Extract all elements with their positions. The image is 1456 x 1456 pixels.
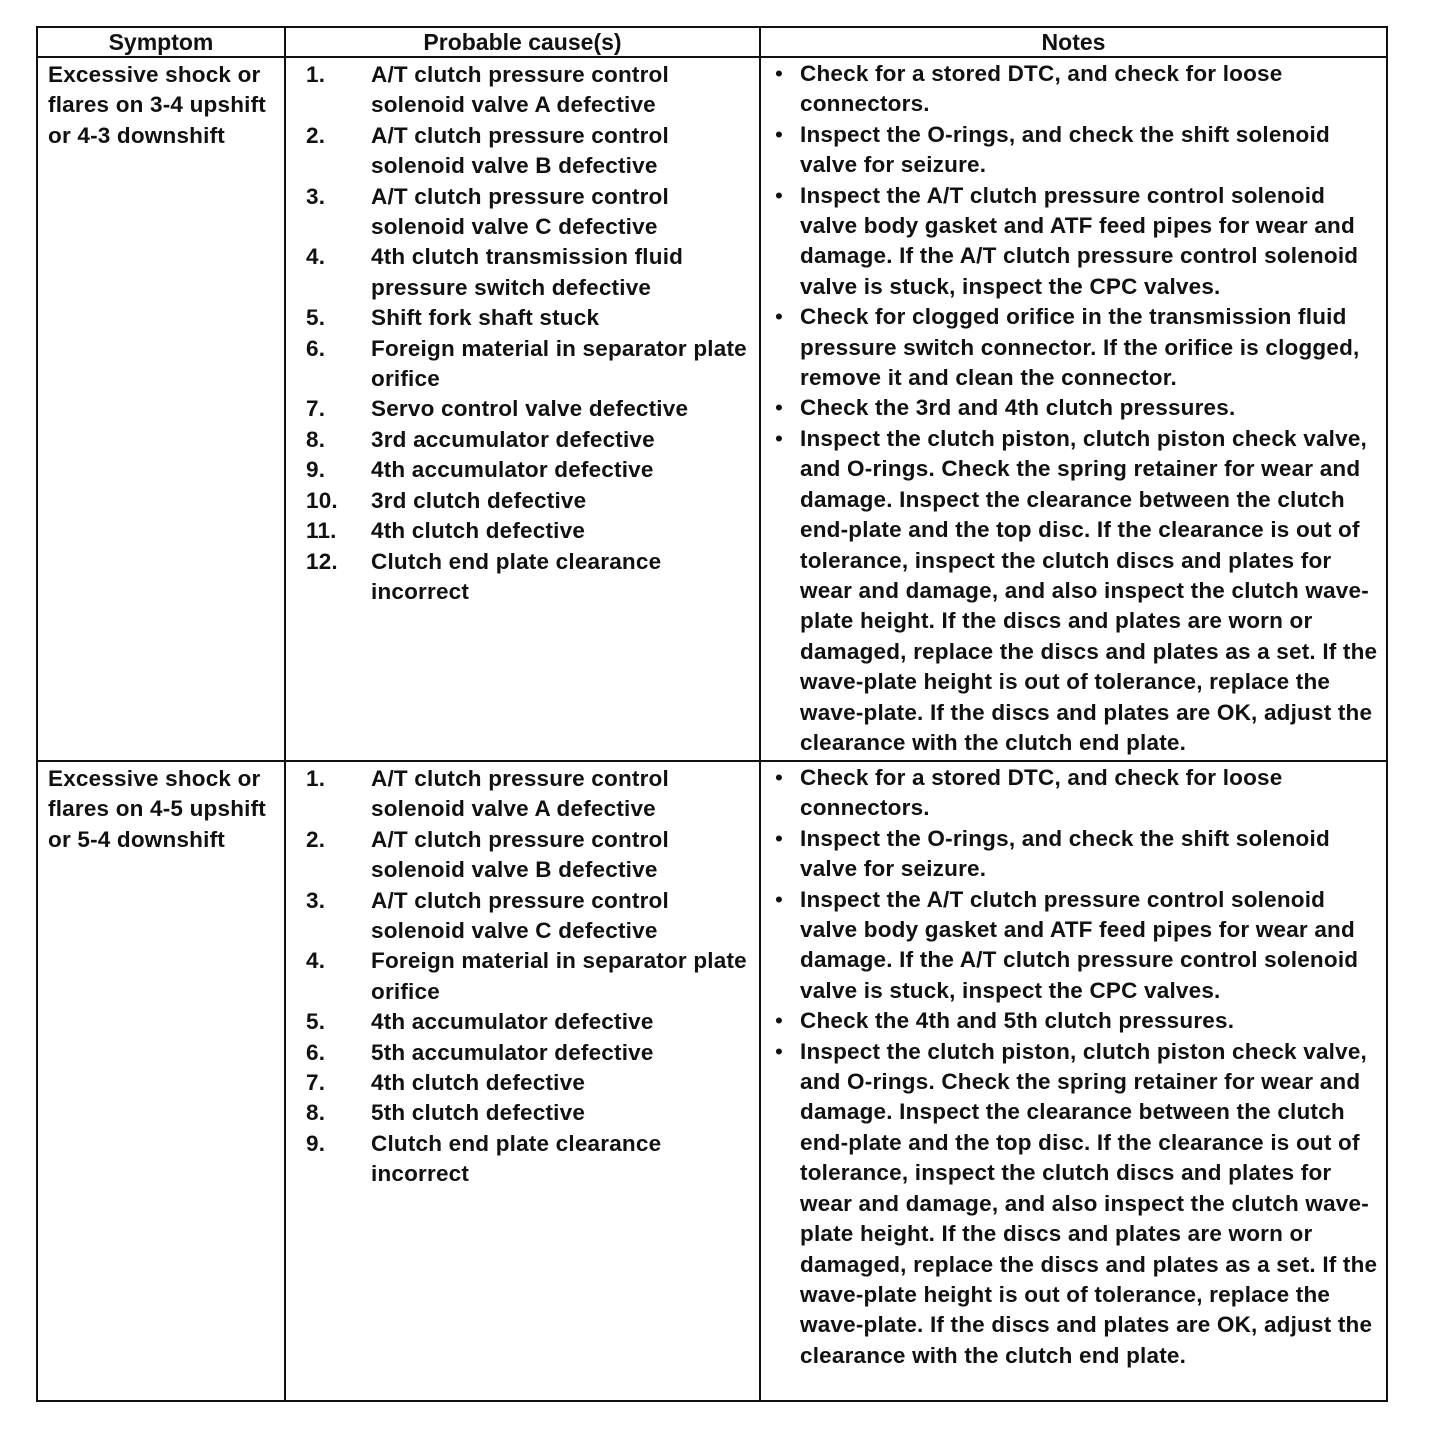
note-text: Check for a stored DTC, and check for loose connectors.	[800, 765, 1283, 821]
cause-item	[306, 1038, 753, 1068]
cause-text: A/T clutch pressure control solenoid valve A defective	[371, 766, 669, 822]
note-text: Inspect the O-rings, and check the shift solenoid valve for seizure.	[800, 121, 1330, 178]
cause-text: 4th accumulator defective	[371, 1009, 654, 1035]
header-probable-causes: Probable cause(s)	[285, 27, 760, 57]
cause-item	[306, 946, 753, 1007]
cause-number: 11.	[306, 518, 337, 544]
note-item	[773, 763, 1380, 824]
note-text: Inspect the clutch piston, clutch piston check valve, and O-rings. Check the spring retainer for wear and damage. Inspect the clearance between the clutch end-plate and the top disc. If the clearance is out of tolerance, inspect the clutch discs and plates for wear and damage, and also inspect the clutch wave-plate height. If the discs and plates are worn or damaged, replace the discs and plates as a set. If the wave-plate height is out of tolerance, replace the wave-plate. If the discs and plates are OK, adjust the clearance with the clutch end plate.	[800, 1038, 1378, 1368]
cause-number: 6.	[306, 335, 326, 361]
cause-item	[306, 1129, 753, 1190]
cause-number: 3.	[306, 887, 326, 913]
header-symptom: Symptom	[37, 27, 285, 57]
table-row	[37, 57, 1387, 761]
cause-text: 4th accumulator defective	[371, 457, 654, 483]
cause-text: A/T clutch pressure control solenoid valve B defective	[371, 826, 669, 883]
note-text: Check the 3rd and 4th clutch pressures.	[800, 395, 1236, 421]
causes-cell	[285, 57, 760, 761]
cause-text: 3rd clutch defective	[371, 487, 587, 513]
troubleshooting-table	[36, 26, 1388, 1402]
cause-text: 5th accumulator defective	[371, 1039, 654, 1065]
note-text: Check for a stored DTC, and check for loose connectors.	[800, 61, 1283, 117]
symptom-cell: Excessive shock or flares on 4-5 upshift or 5-4 downshift	[37, 761, 285, 1401]
cause-item	[306, 1007, 753, 1037]
cause-item	[306, 121, 753, 182]
cause-item	[306, 242, 753, 303]
cause-number: 3.	[306, 183, 326, 209]
cause-number: 8.	[306, 1100, 326, 1126]
cause-list	[306, 764, 753, 1190]
cause-number: 5.	[306, 1009, 326, 1035]
bullet-icon: •	[775, 765, 784, 790]
note-item	[773, 120, 1380, 181]
bullet-icon: •	[775, 425, 784, 451]
symptom-cell: Excessive shock or flares on 3-4 upshift or 4-3 downshift	[37, 57, 285, 761]
cause-text: A/T clutch pressure control solenoid valve C defective	[371, 887, 669, 944]
cause-item	[306, 425, 753, 455]
notes-cell	[760, 761, 1387, 1401]
cause-text: Clutch end plate clearance incorrect	[371, 548, 662, 604]
note-item	[773, 885, 1380, 1007]
bullet-icon: •	[775, 1038, 784, 1064]
cause-number: 1.	[306, 62, 326, 87]
note-text: Inspect the A/T clutch pressure control solenoid valve body gasket and ATF feed pipes for wear and damage. If the A/T clutch pressure control solenoid valve is stuck, inspect the CPC valves.	[800, 182, 1359, 299]
cause-number: 12.	[306, 548, 338, 574]
causes-cell	[285, 761, 760, 1401]
note-item	[773, 824, 1380, 885]
cause-number: 2.	[306, 826, 326, 852]
cause-number: 9.	[306, 457, 326, 483]
cause-number: 5.	[306, 305, 326, 331]
cause-item	[306, 886, 753, 947]
bullet-icon: •	[775, 825, 784, 851]
header-notes: Notes	[760, 27, 1387, 57]
cause-number: 4.	[306, 948, 326, 974]
cause-text: Foreign material in separator plate orifice	[371, 335, 747, 392]
cause-text: Clutch end plate clearance incorrect	[371, 1130, 662, 1187]
bullet-icon: •	[775, 61, 784, 86]
cause-text: Shift fork shaft stuck	[371, 305, 600, 331]
note-list	[773, 59, 1380, 758]
cause-item	[306, 516, 753, 546]
cause-item	[306, 394, 753, 424]
cause-text: 4th clutch defective	[371, 1070, 586, 1096]
note-item	[773, 181, 1380, 303]
cause-item	[306, 1098, 753, 1128]
cause-text: 4th clutch defective	[371, 518, 586, 544]
cause-number: 7.	[306, 396, 326, 422]
bullet-icon: •	[775, 886, 784, 912]
cause-item	[306, 547, 753, 608]
cause-text: Foreign material in separator plate orifice	[371, 948, 747, 1004]
cause-item	[306, 60, 753, 121]
cause-item	[306, 303, 753, 333]
cause-text: A/T clutch pressure control solenoid valve A defective	[371, 62, 669, 118]
cause-item	[306, 764, 753, 825]
bullet-icon: •	[775, 395, 784, 421]
notes-cell	[760, 57, 1387, 761]
note-item	[773, 1006, 1380, 1036]
bullet-icon: •	[775, 1008, 784, 1034]
note-text: Inspect the A/T clutch pressure control solenoid valve body gasket and ATF feed pipes for wear and damage. If the A/T clutch pressure control solenoid valve is stuck, inspect the CPC valves.	[800, 886, 1359, 1003]
cause-text: 5th clutch defective	[371, 1100, 586, 1126]
cause-item	[306, 486, 753, 516]
cause-text: 4th clutch transmission fluid pressure switch defective	[371, 244, 684, 300]
cause-number: 2.	[306, 122, 326, 148]
cause-text: A/T clutch pressure control solenoid valve B defective	[371, 122, 669, 179]
note-item	[773, 1037, 1380, 1371]
cause-item	[306, 455, 753, 485]
bullet-icon: •	[775, 121, 784, 147]
note-item	[773, 393, 1380, 423]
cause-number: 8.	[306, 426, 326, 452]
bullet-icon: •	[775, 182, 784, 208]
cause-number: 10.	[306, 487, 338, 513]
cause-number: 7.	[306, 1070, 326, 1096]
note-list	[773, 763, 1380, 1371]
cause-list	[306, 60, 753, 607]
cause-number: 6.	[306, 1039, 326, 1065]
cause-item	[306, 182, 753, 243]
cause-text: 3rd accumulator defective	[371, 426, 655, 452]
troubleshooting-page	[36, 26, 1386, 1402]
cause-item	[306, 334, 753, 395]
table-row	[37, 761, 1387, 1401]
note-item	[773, 302, 1380, 393]
cause-text: A/T clutch pressure control solenoid valve C defective	[371, 183, 669, 240]
note-text: Inspect the clutch piston, clutch piston check valve, and O-rings. Check the spring retainer for wear and damage. Inspect the clearance between the clutch end-plate and the top disc. If the clearance is out of tolerance, inspect the clutch discs and plates for wear and damage, and also inspect the clutch wave-plate height. If the discs and plates are worn or damaged, replace the discs and plates as a set. If the wave-plate height is out of tolerance, replace the wave-plate. If the discs and plates are OK, adjust the clearance with the clutch end plate.	[800, 425, 1378, 755]
bullet-icon: •	[775, 304, 784, 330]
note-text: Inspect the O-rings, and check the shift solenoid valve for seizure.	[800, 825, 1330, 882]
note-item	[773, 424, 1380, 758]
header-row	[37, 27, 1387, 57]
note-item	[773, 59, 1380, 120]
cause-text: Servo control valve defective	[371, 396, 689, 422]
note-text: Check the 4th and 5th clutch pressures.	[800, 1008, 1235, 1034]
cause-item	[306, 825, 753, 886]
cause-item	[306, 1068, 753, 1098]
note-text: Check for clogged orifice in the transmission fluid pressure switch connector. If the orifice is clogged, remove it and clean the connector.	[800, 304, 1360, 391]
cause-number: 9.	[306, 1130, 326, 1156]
cause-number: 1.	[306, 766, 326, 791]
cause-number: 4.	[306, 244, 326, 270]
